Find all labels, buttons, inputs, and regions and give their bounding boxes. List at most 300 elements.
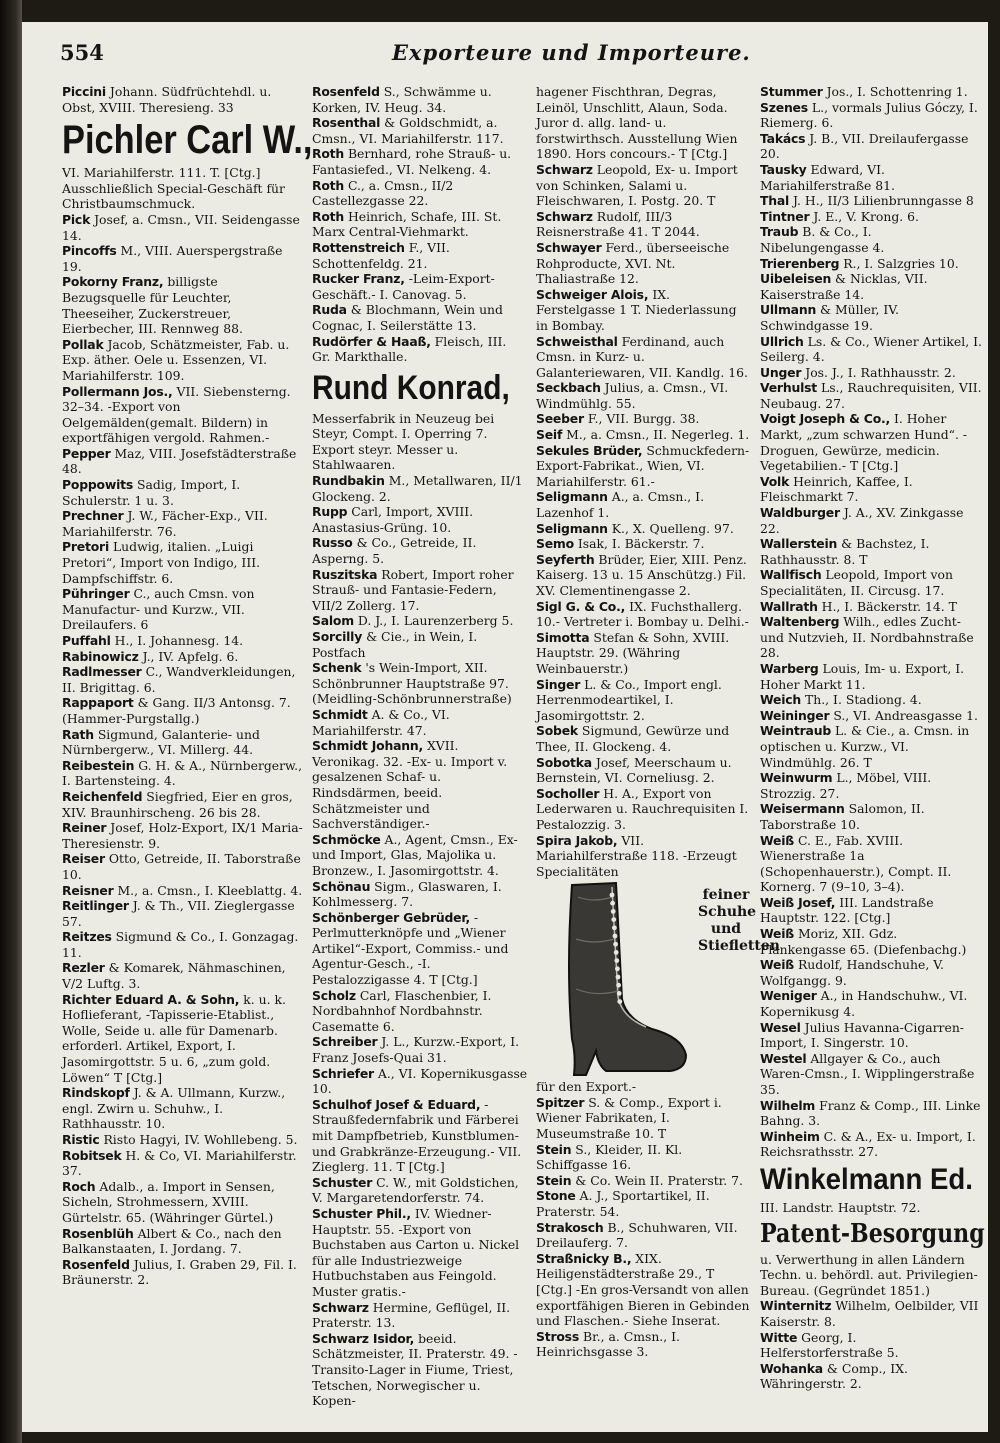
entry-firm-name: Witte <box>760 1329 798 1345</box>
entry-details: B., Schuhwaren, VII. Dreilauferg. 7. <box>536 1219 738 1251</box>
entry-details: S., Schwämme u. Korken, IV. Heug. 34. <box>312 84 492 115</box>
entry-firm-name: Pollak <box>62 336 104 352</box>
entry-details: -Leim-Export-Geschäft.- I. Canovag. 5. <box>312 271 495 302</box>
directory-entry <box>536 334 752 381</box>
directory-entry <box>62 820 304 851</box>
directory-entry <box>312 832 528 879</box>
directory-entry <box>62 883 304 899</box>
entry-details: Moriz, XII. Gdz. Plankengasse 65. (Diefenbachg.) <box>760 926 967 957</box>
entry-firm-name: Stone <box>536 1188 576 1204</box>
directory-entry <box>760 193 982 209</box>
entry-firm-name: Schuster Phil., <box>312 1205 411 1221</box>
entry-firm-name: Prechner <box>62 508 124 524</box>
directory-entry <box>62 1132 304 1148</box>
boot-button <box>617 991 622 996</box>
directory-entry <box>62 337 304 384</box>
entry-details: Leopold, Ex- u. Import von Schinken, Salami u. Fleischwaren, I. Postg. 20. T <box>536 161 738 209</box>
boot-button <box>611 917 616 922</box>
directory-entry <box>536 287 752 334</box>
entry-firm-name: Roch <box>62 1178 96 1194</box>
entry-firm-name: Rindskopf <box>62 1085 130 1101</box>
entry-firm-name: Wallerstein <box>760 536 838 552</box>
entry-details: Jos. J., I. Rathhausstr. 2. <box>805 364 956 380</box>
entry-details: Edward, VI. Mariahilferstraße 81. <box>760 161 895 193</box>
entry-details: H., I. Johannesg. 14. <box>114 633 244 648</box>
entry-firm-name: Volk <box>760 473 790 489</box>
entry-firm-name: Wohanka <box>760 1360 823 1376</box>
entry-firm-name: Sobotka <box>536 754 592 770</box>
entry-details: M., a. Cmsn., II. Negerleg. 1. <box>566 427 750 443</box>
entry-details: billigste Bezugsquelle für Leuchter, Theeseiher, Zuckerstreuer, Eierbecher, III. Rennweg 88. <box>62 274 243 337</box>
directory-entry <box>760 1051 982 1098</box>
directory-entry <box>62 633 304 649</box>
directory-entry <box>312 879 528 910</box>
boot-button <box>617 999 622 1004</box>
directory-entry <box>760 599 982 615</box>
directory-entry <box>62 446 304 477</box>
directory-entry <box>536 84 752 162</box>
boot-button <box>612 926 617 931</box>
entry-details: Louis, Im- u. Export, I. Hoher Markt 11. <box>760 660 965 692</box>
entry-firm-name: Roth <box>312 177 344 193</box>
directory-entry <box>312 660 528 707</box>
entry-firm-name: Wallfisch <box>760 567 822 583</box>
directory-page <box>22 22 988 1432</box>
directory-entry <box>312 84 528 115</box>
entry-details: -Straußfedernfabrik und Färberei mit Dampfbetrieb, Kunstblumen- und Grabkränze-Erzeugung.- VII. Zieglerg. 11. T [Ctg.] <box>312 1096 522 1175</box>
entry-details: Br., a. Cmsn., I. Heinrichsgasse 3. <box>536 1328 680 1360</box>
directory-entry <box>760 1330 982 1361</box>
entry-details: Ferd., überseeische Rohproducte, XVI. Nt. Thaliastraße 12. <box>536 239 730 287</box>
directory-entry <box>62 929 304 960</box>
display-advertiser-name: Rund Konrad, <box>312 368 510 407</box>
entry-details: Sigmund, Gewürze und Thee, II. Glockeng. 4. <box>536 723 730 754</box>
directory-entry <box>62 664 304 695</box>
directory-entry <box>536 630 752 677</box>
entry-details: Josef, Meerschaum u. Bernstein, VI. Corneliusg. 2. <box>536 754 732 786</box>
directory-entry <box>536 1329 752 1360</box>
boot-button <box>614 958 619 963</box>
directory-entry <box>760 614 982 661</box>
entry-details: Brüder, Eier, XIII. Penz. Kaiserg. 13 u. 15 Anschützg.) Fil. XV. Clementinengasse 2. <box>536 551 747 598</box>
entry-firm-name: Weininger <box>760 707 830 723</box>
entry-details: hagener Fischthran, Degras, Leinöl, Unschlitt, Alaun, Soda. Juror d. allg. land- u. forstwirthsch. Ausstellung Wien 1890. Hors concours.- T [Ctg.] <box>536 84 738 162</box>
entry-details: A., in Handschuhw., VI. Kopernikusg 4. <box>760 988 968 1020</box>
entry-firm-name: Winheim <box>760 1128 820 1144</box>
entry-firm-name: Schmöcke <box>312 831 381 847</box>
directory-entry <box>760 209 982 225</box>
entry-details: Leopold, Import von Specialitäten, II. Circusg. 17. <box>760 567 953 598</box>
directory-entry <box>536 443 752 490</box>
entry-details: Fleisch, III. Gr. Markthalle. <box>312 333 507 365</box>
directory-entry <box>536 677 752 724</box>
entry-firm-name: Waldburger <box>760 505 840 521</box>
entry-firm-name: Weiß <box>760 832 794 848</box>
display-advertiser-name: Patent-Besorgung <box>760 1218 985 1249</box>
entry-details: Carl, Import, XVIII. Anastasius-Grüng. 10. <box>312 504 474 535</box>
entry-details: VI. Mariahilferstr. 111. T. [Ctg.] Ausschließlich Special-Geschäft für Christbaumschmuck. <box>62 165 285 212</box>
directory-entry <box>536 489 752 520</box>
directory-entry <box>760 957 982 988</box>
entry-details: & Komarek, Nähmaschinen, V/2 Luftg. 3. <box>62 960 286 992</box>
directory-entry <box>536 1173 752 1189</box>
directory-entry <box>312 535 528 566</box>
directory-entry <box>312 707 528 738</box>
entry-details: Franz & Comp., III. Linke Bahng. 3. <box>760 1097 981 1129</box>
directory-entry <box>760 334 982 365</box>
directory-entry <box>312 411 528 473</box>
directory-entry <box>536 599 752 630</box>
directory-entry <box>760 411 982 473</box>
entry-firm-name: Rath <box>62 726 94 742</box>
entry-details: Allgayer & Co., auch Waren-Cmsn., I. Wipplingerstraße 35. <box>760 1050 975 1097</box>
entry-details: -Perlmutterknöpfe und „Wiener Artikel“-Export, Commiss.- und Agentur-Gesch., -I. Pestalozzigasse 4. T [Ctg.] <box>312 909 509 988</box>
entry-firm-name: Schuster <box>312 1174 373 1190</box>
entry-firm-name: Sobek <box>536 723 578 739</box>
directory-entry <box>760 926 982 957</box>
entry-details: G. H. & A., Nürnbergerw., I. Bartensteing. 4. <box>62 757 303 789</box>
boot-button <box>616 983 621 988</box>
entry-details: Jacob, Schätzmeister, Fab. u. Exp. äther. Oele u. Essenzen, VI. Mariahilferstr. 109. <box>62 336 290 383</box>
entry-firm-name: Schwarz <box>312 1299 369 1315</box>
entry-firm-name: Weintraub <box>760 723 831 739</box>
entry-firm-name: Waltenberg <box>760 614 840 630</box>
entry-details: H. A., Export von Lederwaren u. Rauchrequisiten I. Pestalozzig. 3. <box>536 785 749 832</box>
entry-details: J. E., V. Krong. 6. <box>813 208 919 224</box>
entry-firm-name: Sekules Brüder, <box>536 442 643 458</box>
entry-details: H. & Co, VI. Mariahilferstr. 37. <box>62 1147 297 1179</box>
entry-firm-name: Strakosch <box>536 1219 604 1235</box>
entry-details: Josef, Holz-Export, IX/1 Maria-Theresienstr. 9. <box>62 820 303 851</box>
entry-firm-name: Rosenfeld <box>62 1256 130 1272</box>
entry-firm-name: Rottenstreich <box>312 239 405 255</box>
entry-firm-name: Spitzer <box>536 1094 585 1110</box>
entry-firm-name: Rezler <box>62 960 105 976</box>
entry-details: Albert & Co., nach den Balkanstaaten, I. Jordang. 7. <box>62 1225 282 1257</box>
entry-firm-name: Radlmesser <box>62 664 142 680</box>
entry-details: Sigmund & Co., I. Gonzagag. 11. <box>62 929 299 960</box>
entry-firm-name: Schulhof Josef & Eduard, <box>312 1096 481 1112</box>
entry-firm-name: Pokorny Franz, <box>62 274 164 290</box>
ad-caption: feiner Schuhe und Stiefletten <box>698 887 780 955</box>
column-4 <box>760 84 985 1392</box>
directory-entry <box>760 661 982 692</box>
entry-firm-name: Weich <box>760 692 802 708</box>
directory-entry <box>62 274 304 336</box>
entry-firm-name: Russo <box>312 535 353 551</box>
directory-entry <box>62 758 304 789</box>
directory-entry <box>312 302 528 333</box>
entry-details: Hermine, Geflügel, II. Praterstr. 13. <box>312 1299 511 1331</box>
entry-details: A. & Co., VI. Mariahilferstr. 47. <box>312 706 450 738</box>
entry-details: H., I. Bäckerstr. 14. T <box>821 598 957 614</box>
directory-entry <box>536 1095 752 1142</box>
directory-entry <box>760 162 982 193</box>
entry-firm-name: Schönau <box>312 878 371 894</box>
entry-firm-name: Rosenfeld <box>312 84 380 99</box>
entry-firm-name: Takács <box>760 130 806 146</box>
entry-firm-name: Seif <box>536 427 563 443</box>
entry-details: & Blochmann, Wein und Cognac, I. Seilerstätte 13. <box>312 302 503 333</box>
entry-details: Ferdinand, auch Cmsn. in Kurz- u. Galanteriewaren, VII. Kandlg. 16. <box>536 333 748 380</box>
entry-firm-name: Ruda <box>312 302 347 318</box>
entry-firm-name: Spira Jakob, <box>536 832 618 848</box>
entry-firm-name: Stross <box>536 1328 580 1344</box>
directory-entry <box>760 1361 982 1392</box>
directory-entry <box>62 649 304 665</box>
entry-details: Maz, VIII. Josefstädterstraße 48. <box>62 445 297 477</box>
entry-details: Julius, I. Graben 29, Fil. I. Bräunerstr. 2. <box>62 1256 297 1288</box>
directory-entry <box>760 302 982 333</box>
directory-entry <box>536 162 752 209</box>
directory-entry <box>62 84 304 115</box>
entry-firm-name: Warberg <box>760 660 819 676</box>
entry-firm-name: Westel <box>760 1050 807 1066</box>
directory-entry <box>760 1252 982 1299</box>
entry-details: & Gang. II/3 Antonsg. 7. (Hammer-Purgstallg.) <box>62 695 291 726</box>
directory-entry <box>760 365 982 381</box>
directory-entry <box>62 1085 304 1132</box>
entry-details: beeid. Schätzmeister, II. Praterstr. 49. -Transito-Lager in Fiume, Triest, Tetschen, Norwegischer u. Kopen- <box>312 1330 518 1409</box>
directory-entry <box>312 178 528 209</box>
entry-details: Messerfabrik in Neuzeug bei Steyr, Compt. I. Operring 7. Export steyr. Messer u. Stahlwaaren. <box>312 410 495 473</box>
entry-firm-name: Ristic <box>62 1132 100 1147</box>
entry-details: IX. Fuchsthallerg. 10.- Vertreter i. Bombay u. Delhi.- <box>536 598 749 630</box>
entry-details: Jos., I. Schottenring 1. <box>826 84 968 99</box>
entry-details: für den Export.- <box>536 1079 637 1095</box>
boot-button <box>611 909 616 914</box>
entry-details: Th., I. Stadiong. 4. <box>805 692 922 708</box>
entry-details: K., X. Quelleng. 97. <box>611 520 734 536</box>
entry-firm-name: Traub <box>760 224 799 240</box>
entry-firm-name: Rosenblüh <box>62 1225 134 1241</box>
entry-details: Ls., Rauchrequisiten, VII. Neubaug. 27. <box>760 380 982 411</box>
boot-button <box>615 967 620 972</box>
entry-firm-name: Stein <box>536 1141 572 1157</box>
boot-illustration <box>542 879 692 1079</box>
entry-firm-name: Rosenthal <box>312 115 381 131</box>
entry-firm-name: Schwarz Isidor, <box>312 1330 415 1346</box>
entry-details: k. u. k. Hoflieferant, -Tapisserie-Etablist., Wolle, Seide u. alle für Damenarb. erforderl. Artikel, Export, I. Jasomirgottstr. 5 u. 6, „zum gold. Löwen“ T [Ctg.] <box>62 991 286 1085</box>
entry-firm-name: Pretori <box>62 539 109 555</box>
entry-firm-name: Ruszitska <box>312 566 378 582</box>
entry-firm-name: Ullrich <box>760 333 804 349</box>
entry-firm-name: Trierenberg <box>760 255 840 271</box>
entry-details: Johann. Südfrüchtehdl. u. Obst, XVIII. Theresieng. 33 <box>62 84 272 115</box>
entry-firm-name: Pick <box>62 211 91 227</box>
directory-entry <box>312 567 528 614</box>
boot-button <box>613 942 618 947</box>
entry-details: Sadig, Import, I. Schulerstr. 1 u. 3. <box>62 477 241 508</box>
entry-firm-name: Schreiber <box>312 1034 378 1050</box>
directory-entry <box>536 1142 752 1173</box>
entry-firm-name: Puffahl <box>62 633 111 648</box>
entry-details: & Co. Wein II. Praterstr. 7. <box>575 1172 743 1188</box>
entry-details: XIX. Heiligenstädterstraße 29., T [Ctg.] -En gros-Versandt von allen exportfähigen Bieren in Gebinden und Flaschen.- Siehe Inserat. <box>536 1250 750 1329</box>
boot-button <box>610 893 615 898</box>
entry-details: J. A., XV. Zinkgasse 22. <box>760 505 964 536</box>
entry-firm-name: Weiß <box>760 926 794 942</box>
entry-firm-name: Sigl G. & Co., <box>536 598 626 614</box>
entry-details: Sigm., Glaswaren, I. Kohlmesserg. 7. <box>312 878 502 910</box>
entry-details: S. & Comp., Export i. Wiener Fabrikaten, I. Museumstraße 10. T <box>536 1094 722 1142</box>
directory-entry <box>62 789 304 820</box>
entry-details: Wilhelm, Oelbilder, VII Kaiserstr. 8. <box>760 1298 979 1329</box>
entry-firm-name: Schwarz <box>536 161 593 177</box>
entry-firm-name: Reitzes <box>62 929 112 945</box>
entry-firm-name: Rudörfer & Haaß, <box>312 333 431 349</box>
entry-firm-name: Rucker Franz, <box>312 271 405 287</box>
entry-details: J. B., VII. Dreilaufergasse 20. <box>760 130 969 162</box>
entry-firm-name: Unger <box>760 364 802 380</box>
entry-firm-name: Salom <box>312 613 354 629</box>
directory-entry <box>312 209 528 240</box>
directory-entry <box>312 1097 528 1175</box>
directory-entry <box>536 411 752 427</box>
directory-entry <box>312 473 528 504</box>
entry-details: B. & Co., I. Nibelungengasse 4. <box>760 224 885 255</box>
entry-firm-name: Reisner <box>62 882 114 898</box>
entry-firm-name: Rabinowicz <box>62 648 139 664</box>
entry-details: Julius, a. Cmsn., VI. Windmühlg. 55. <box>536 380 729 411</box>
entry-firm-name: Reiser <box>62 851 105 867</box>
entry-firm-name: Schweisthal <box>536 333 618 349</box>
entry-details: C. & A., Ex- u. Import, I. Reichsrathsstr. 27. <box>760 1128 976 1160</box>
directory-entry <box>62 1148 304 1179</box>
entry-details: Ls. & Co., Wiener Artikel, I. Seilerg. 4. <box>760 333 982 365</box>
directory-entry <box>312 1206 528 1300</box>
entry-firm-name: Weisermann <box>760 801 845 817</box>
entry-details: C., auch Cmsn. von Manufactur- und Kurzw., VII. Dreilaufers. 6 <box>62 586 255 633</box>
directory-entry <box>312 334 528 365</box>
entry-details: Julius Havanna-Cigarren-Import, I. Singerstr. 10. <box>760 1019 964 1051</box>
entry-details: Josef, a. Cmsn., VII. Seidengasse 14. <box>62 211 300 243</box>
directory-entry <box>312 613 528 629</box>
directory-entry <box>62 851 304 882</box>
directory-entry <box>312 146 528 177</box>
directory-entry <box>62 1179 304 1226</box>
directory-entry <box>312 115 528 146</box>
entry-firm-name: Sorcilly <box>312 629 363 644</box>
entry-details: & Co., Getreide, II. Asperng. 5. <box>312 535 477 567</box>
directory-entry <box>536 380 752 411</box>
entry-details: Risto Hagyi, IV. Wohllebeng. 5. <box>103 1132 298 1147</box>
directory-entry <box>760 1129 982 1160</box>
entry-firm-name: Socholler <box>536 785 600 801</box>
directory-entry <box>760 380 982 411</box>
entry-details: Ludwig, italien. „Luigi Pretori“, Import von Indigo, III. Dampfschiffstr. 6. <box>62 539 261 586</box>
entry-details: Carl, Flaschenbier, I. Nordbahnhof Nordbahnstr. Casematte 6. <box>312 987 492 1034</box>
directory-entry <box>536 786 752 833</box>
entry-details: Sigmund, Galanterie- und Nürnbergerw., VI. Millerg. 44. <box>62 726 260 758</box>
column-2 <box>312 84 528 1409</box>
entry-firm-name: Wallrath <box>760 598 818 614</box>
entry-details: L., vormals Julius Góczy, I. Riemerg. 6. <box>760 99 978 131</box>
entry-details: 's Wein-Import, XII. Schönbrunner Hauptstraße 97. (Meidling-Schönbrunnerstraße) <box>312 660 512 707</box>
directory-entry <box>536 427 752 443</box>
column-1 <box>62 84 313 1288</box>
entry-details: L. & Cie., a. Cmsn. in optischen u. Kurzw., VI. Windmühlg. 26. T <box>760 723 970 770</box>
entry-details: Schmuckfedern-Export-Fabrikat., Wien, VI. Mariahilferstr. 61.- <box>536 442 750 489</box>
entry-details: M., Metallwaren, II/1 Glockeng. 2. <box>312 473 523 504</box>
directory-entry <box>312 1066 528 1097</box>
entry-details: Rudolf, Handschuhe, V. Wolfgangg. 9. <box>760 957 944 988</box>
directory-entry <box>312 240 528 271</box>
entry-details: J. H., II/3 Lilienbrunngasse 8 <box>793 193 974 209</box>
entry-firm-name: Seckbach <box>536 380 601 396</box>
directory-entry <box>536 1251 752 1329</box>
entry-details: Isak, I. Bäckerstr. 7. <box>577 536 705 552</box>
entry-firm-name: Seligmann <box>536 520 608 536</box>
entry-details: S., Kleider, II. Kl. Schiffgasse 16. <box>536 1141 683 1173</box>
entry-details: J. & Th., VII. Zieglergasse 57. <box>62 898 295 929</box>
entry-details: J. & A. Ullmann, Kurzw., engl. Zwirn u. Schuhw., I. Rathhausstr. 10. <box>62 1085 286 1132</box>
entry-firm-name: Reiner <box>62 820 107 836</box>
directory-entry <box>62 212 304 243</box>
entry-details: J. W., Fächer-Exp., VII. Mariahilferstr. 76. <box>62 508 268 539</box>
directory-entry <box>62 1257 304 1288</box>
entry-details: & Comp., IX. Währingerstr. 2. <box>760 1360 908 1392</box>
entry-firm-name: Verhulst <box>760 380 818 396</box>
page-number: 554 <box>60 40 104 65</box>
directory-entry <box>760 1200 982 1216</box>
entry-details: Otto, Getreide, II. Taborstraße 10. <box>62 851 301 882</box>
entry-details: F., VII. Schottenfeldg. 21. <box>312 239 450 271</box>
directory-entry <box>62 898 304 929</box>
entry-firm-name: Roth <box>312 208 344 224</box>
directory-entry <box>312 504 528 535</box>
running-title: Exporteure und Importeure. <box>392 40 751 65</box>
directory-entry <box>62 586 304 633</box>
entry-details: Salomon, II. Taborstraße 10. <box>760 801 925 832</box>
display-advertiser-name: Winkelmann Ed. <box>760 1162 973 1196</box>
entry-firm-name: Straßnicky B., <box>536 1250 632 1266</box>
directory-entry <box>536 723 752 754</box>
entry-details: A., a. Cmsn., I. Lazenhof 1. <box>536 489 705 521</box>
entry-details: Wilh., edles Zucht- und Nutzvieh, II. Nordbahnstraße 28. <box>760 614 974 661</box>
directory-entry <box>760 1020 982 1051</box>
entry-details: XVII. Veronikag. 32. -Ex- u. Import v. gesalzenen Schaf- u. Rindsdärmen, beeid. Schätzmeister und Sachverständiger.- <box>312 738 508 832</box>
entry-firm-name: Thal <box>760 193 790 209</box>
directory-entry <box>536 1188 752 1219</box>
directory-entry <box>62 727 304 758</box>
entry-details: III. Landstr. Hauptstr. 72. <box>760 1199 921 1215</box>
directory-entry <box>536 240 752 287</box>
entry-firm-name: Szenes <box>760 99 808 115</box>
directory-entry <box>760 770 982 801</box>
entry-details: IX. Ferstelgasse 1 T. Niederlassung in Bombay. <box>536 286 737 333</box>
entry-firm-name: Stein <box>536 1172 572 1188</box>
directory-entry <box>312 738 528 832</box>
entry-details: A. J., Sportartikel, II. Praterstr. 54. <box>536 1188 710 1220</box>
directory-entry <box>760 474 982 505</box>
directory-entry <box>62 477 304 508</box>
directory-entry <box>312 1175 528 1206</box>
entry-firm-name: Semo <box>536 536 574 552</box>
directory-entry <box>62 165 304 212</box>
entry-details: Georg, I. Helferstorferstraße 5. <box>760 1329 899 1361</box>
entry-details: M., VIII. Auerspergstraße 19. <box>62 243 283 274</box>
directory-entry <box>760 271 982 302</box>
directory-entry <box>312 271 528 302</box>
entry-details: C., a. Cmsn., II/2 Castellezgasse 22. <box>312 177 454 209</box>
boot-button <box>614 950 619 955</box>
directory-entry <box>760 723 982 770</box>
directory-entry <box>312 910 528 988</box>
entry-firm-name: Weinwurm <box>760 770 833 786</box>
entry-firm-name: Reitlinger <box>62 898 129 914</box>
directory-entry <box>62 960 304 991</box>
